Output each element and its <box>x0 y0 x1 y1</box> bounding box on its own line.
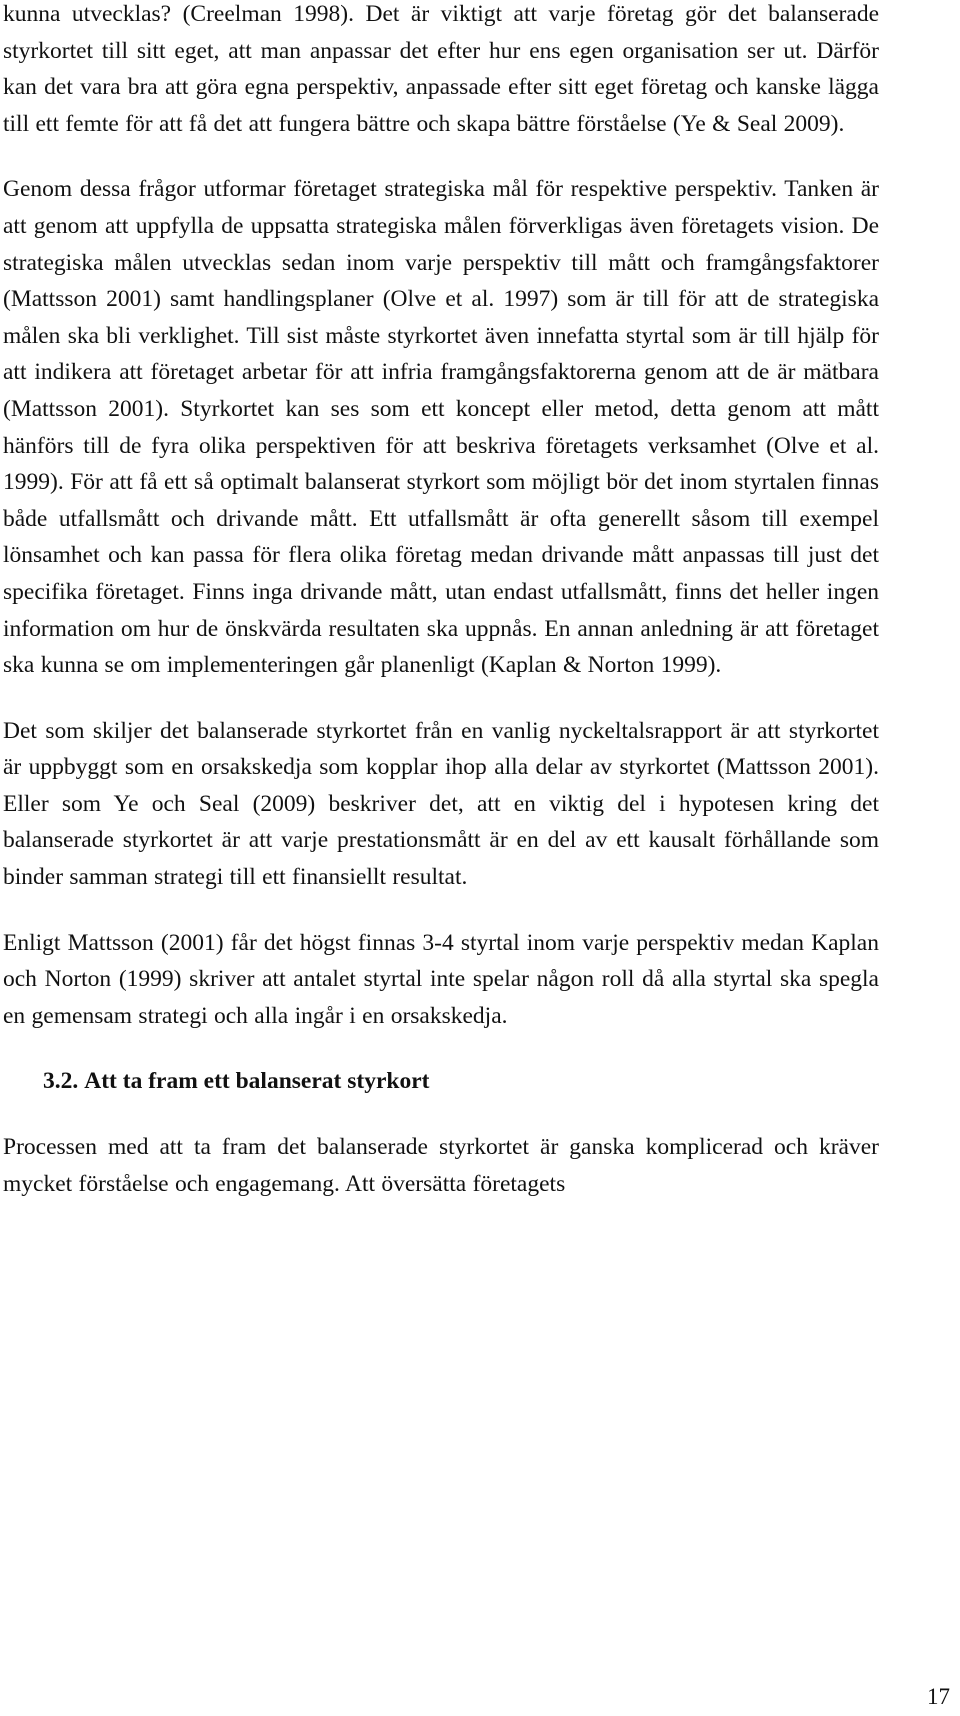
paragraph-3: Det som skiljer det balanserade styrkortet från en vanlig nyckeltalsrapport är att styrkortet är uppbyggt som en orsakskedja som kopplar ihop alla delar av styrkortet (Mattsson 2001). Eller som Ye och Seal (2009) beskriver det, att en viktig del i hypotesen kring det balanserade styrkortet är att varje prestationsmått är en del av ett kausalt förhållande som binder samman strategi till ett finansiellt resultat. <box>3 717 879 891</box>
section-title: Att ta fram ett balanserat styrkort <box>84 1068 430 1095</box>
paragraph-spacer <box>3 142 879 171</box>
paragraph-spacer <box>3 684 879 713</box>
paragraph-4: Enligt Mattsson (2001) får det högst finnas 3-4 styrtal inom varje perspektiv medan Kaplan och Norton (1999) skriver att antalet styrtal inte spelar någon roll då alla styrtal ska spegla en gemensam strategi och alla ingår i en orsakskedja. <box>3 929 879 1029</box>
paragraph-2: Genom dessa frågor utformar företaget strategiska mål för respektive perspektiv. Tanken är att genom att uppfylla de uppsatta strategiska målen förverkligas även företagets vision. De strategiska målen utvecklas sedan inom varje perspektiv till mått och framgångsfaktorer (Mattsson 2001) samt handlingsplaner (Olve et al. 1997) som är till för att de strategiska målen ska bli verklighet. Till sist måste styrkortet även innefatta styrtal som är till hjälp för att indikera att företaget arbetar för att infria framgångsfaktorerna genom att de är mätbara (Mattsson 2001). Styrkortet kan ses som ett koncept eller metod, detta genom att mått hänförs till de fyra olika perspektiven för att beskriva företagets verksamhet (Olve et al. 1999). För att få ett så optimalt balanserat styrkort som möjligt bör det inom styrtalen finnas både utfallsmått och drivande mått. Ett utfallsmått är ofta generellt såsom till exempel lönsamhet och kan passa för flera olika företag medan drivande mått anpassas till just det specifika företaget. Finns inga drivande mått, utan endast utfallsmått, finns det heller ingen information om hur de önskvärda resultaten ska uppnås. En annan anledning är att företaget ska kunna se om implementeringen går planenligt (Kaplan & Norton 1999). <box>3 176 879 679</box>
paragraph-spacer <box>3 1100 879 1129</box>
section-number: 3.2. <box>43 1068 79 1095</box>
paragraph-1: kunna utvecklas? (Creelman 1998). Det är viktigt att varje företag gör det balanserade styrkortet till sitt eget, att man anpassar det efter hur ens egen organisation ser ut. Därför kan det vara bra att göra egna perspektiv, anpassade efter sitt eget företag och kanske lägga till ett femte för att få det att fungera bättre och skapa bättre förståelse (Ye & Seal 2009). <box>3 1 879 137</box>
document-page <box>3 0 879 1202</box>
paragraph-5: Processen med att ta fram det balanserade styrkortet är ganska komplicerad och kräver mycket förståelse och engagemang. Att översätta företagets <box>3 1134 879 1197</box>
section-heading <box>3 1063 879 1100</box>
paragraph-spacer <box>3 1034 879 1063</box>
paragraph-spacer <box>3 896 879 925</box>
page-number: 17 <box>927 1684 950 1709</box>
